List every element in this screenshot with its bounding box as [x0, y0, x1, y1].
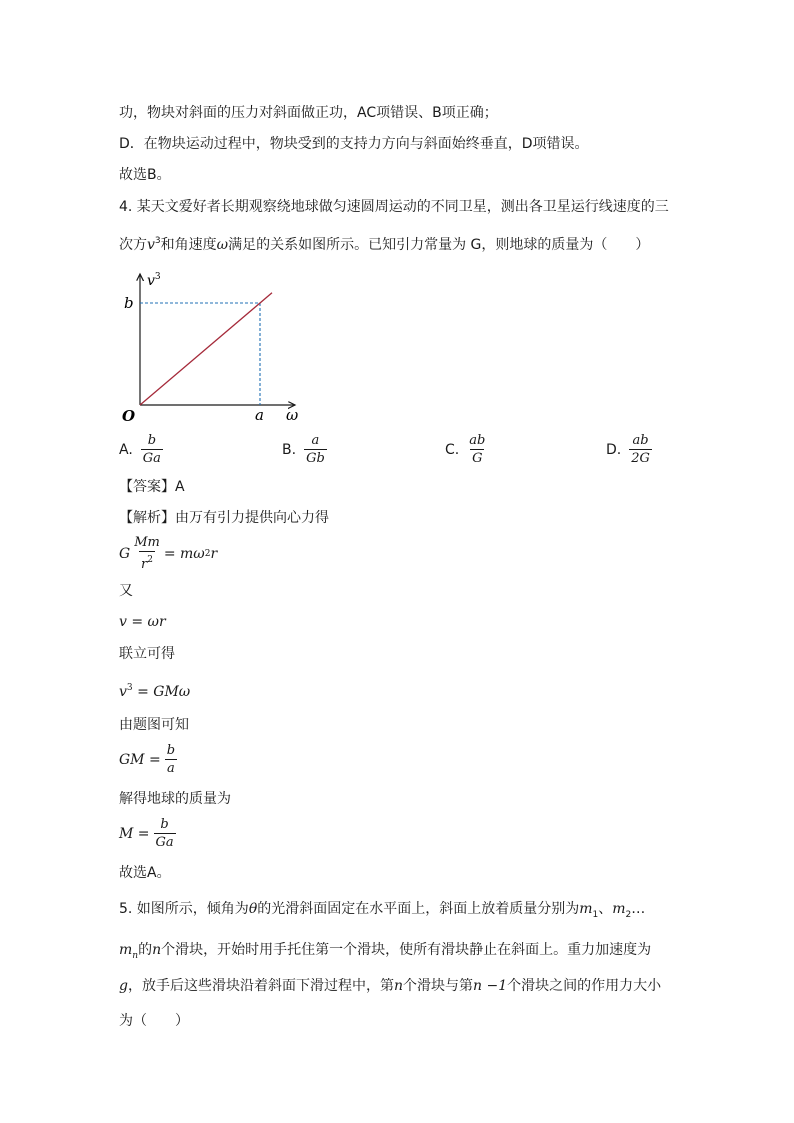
- origin-label: O: [122, 407, 136, 425]
- equation-m: M = $\frac{b}{Ga}$: [119, 817, 174, 850]
- question-4-stem-line-1: 4. 某天文爱好者长期观察绕地球做匀速圆周运动的不同卫星，测出各卫星运行线速度的三: [119, 199, 669, 215]
- paragraph-2: D．在物块运动过程中，物块受到的支持力方向与斜面始终垂直，D项错误。: [119, 136, 589, 152]
- word-youtu: 由题图可知: [119, 717, 189, 733]
- question-5-line-4: 为（ ）: [119, 1013, 189, 1029]
- question-5-line-1: 5. 如图所示，倾角为θ的光滑斜面固定在水平面上，斜面上放着质量分别为$m_1$、$m_2\dots$: [119, 901, 646, 920]
- equation-gravity: G $\frac{Mm}{r^2}$ = mω 2 r: [119, 535, 218, 572]
- conclusion-4: 故选A。: [119, 865, 171, 881]
- y-axis-label: $v^3$: [147, 272, 161, 289]
- option-c[interactable]: C. $\frac{ab}{G}$: [445, 433, 486, 466]
- word-you: 又: [119, 583, 133, 599]
- y-tick-b: b: [124, 294, 134, 312]
- series-line: [140, 293, 272, 405]
- question-4-stem-line-2: 次方$v^3$和角速度ω满足的关系如图所示。已知引力常量为 G，则地球的质量为（ ）: [119, 236, 650, 253]
- word-jiede: 解得地球的质量为: [119, 791, 231, 807]
- question-5-line-3: g，放手后这些滑块沿着斜面下滑过程中，第n个滑块与第n −1个滑块之间的作用力大小: [119, 978, 662, 994]
- paragraph-1: 功，物块对斜面的压力对斜面做正功，AC项错误、B项正确；: [119, 105, 498, 121]
- equation-gm: GM = $\frac{b}{a}$: [119, 743, 176, 776]
- question-5-line-2: $m_n$的n个滑块，开始时用手托住第一个滑块，使所有滑块静止在斜面上。重力加速度为: [119, 942, 652, 961]
- x-axis-label: ω: [286, 406, 299, 424]
- equation-v3-gm-omega: $v^3 = GM\omega$: [119, 683, 191, 700]
- analysis-line: 【解析】由万有引力提供向心力得: [119, 510, 329, 526]
- equation-v-omega-r: v = ωr: [119, 614, 166, 630]
- option-d[interactable]: D. $\frac{ab}{2G}$: [606, 433, 650, 466]
- answer-line: 【答案】A: [119, 479, 185, 495]
- paragraph-3: 故选B。: [119, 167, 171, 183]
- v3-omega-chart: [110, 262, 330, 427]
- option-a[interactable]: A. $\frac{b}{Ga}$: [119, 433, 161, 466]
- option-b[interactable]: B. $\frac{a}{Gb}$: [282, 433, 325, 466]
- word-lianli: 联立可得: [119, 646, 175, 662]
- x-tick-a: a: [255, 406, 264, 424]
